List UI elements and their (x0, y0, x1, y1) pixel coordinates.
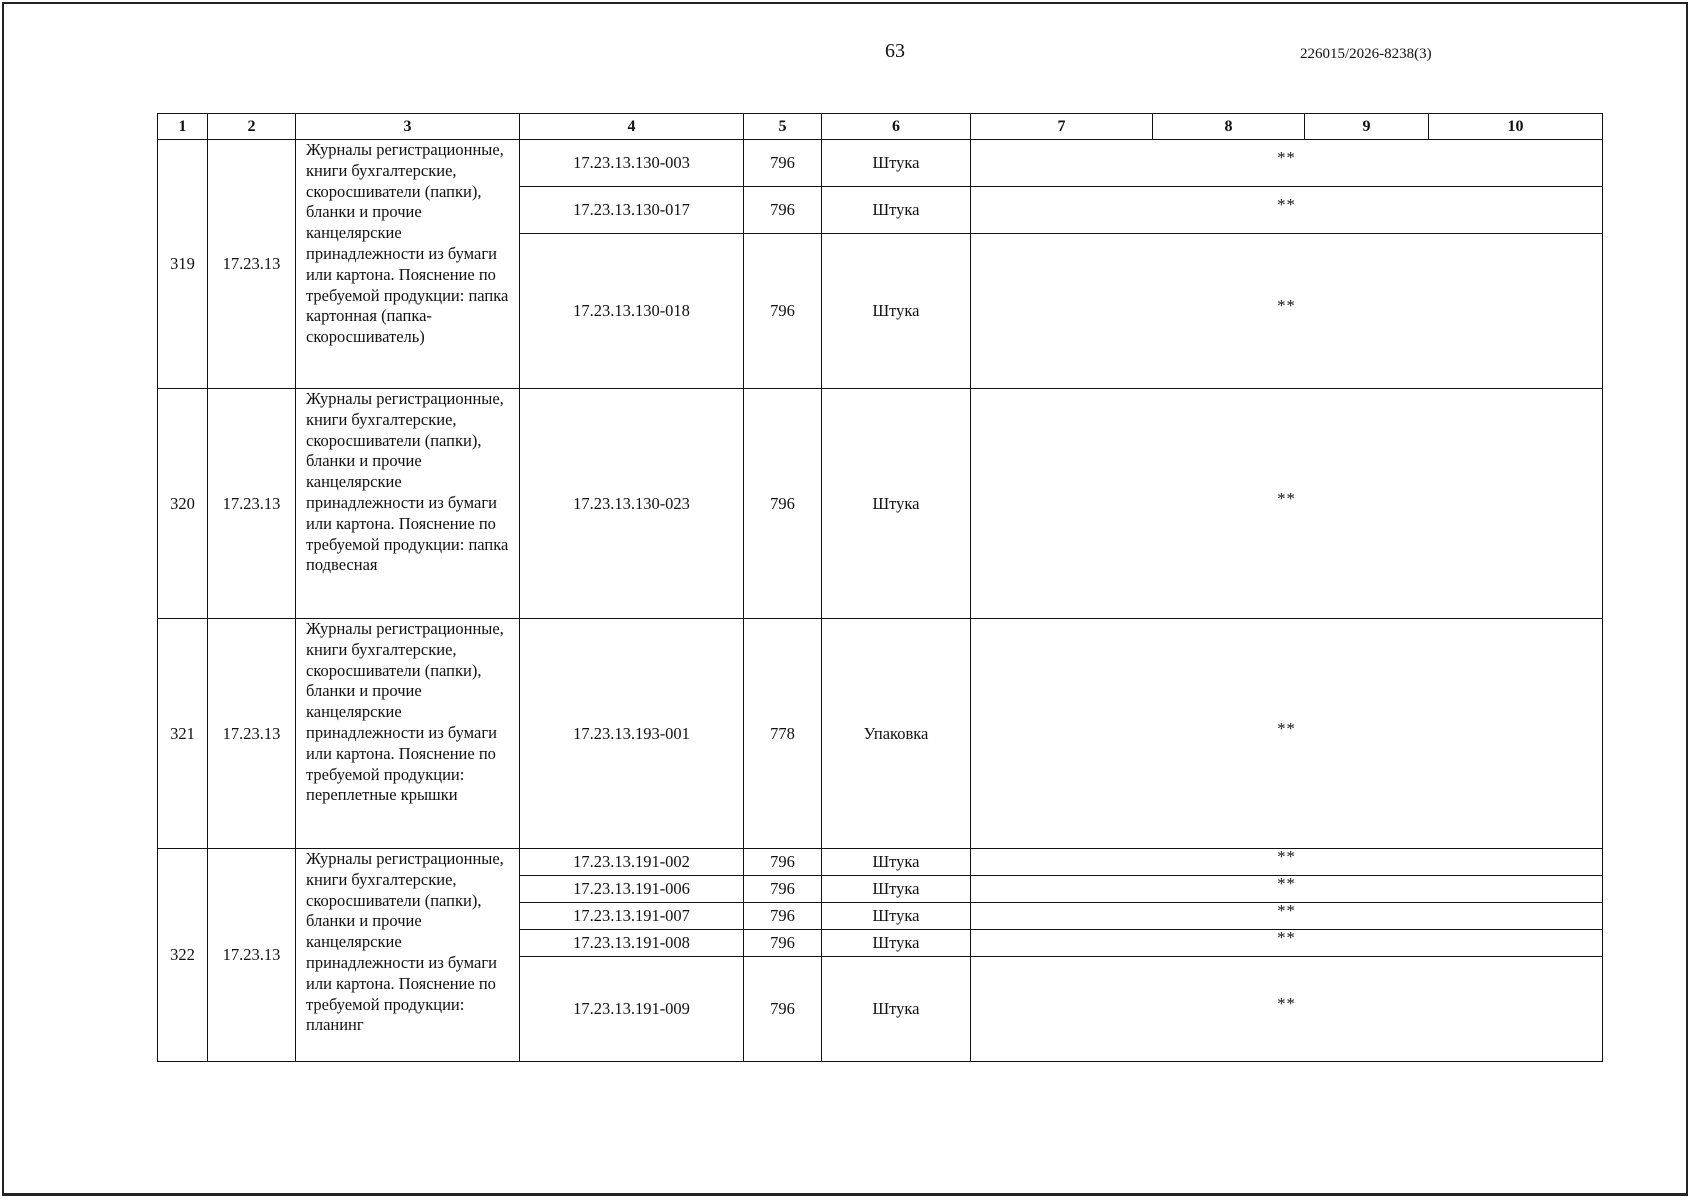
okei-code: 796 (744, 849, 822, 876)
unit-name: Штука (822, 957, 971, 1062)
row-number: 319 (158, 140, 208, 389)
okpd-code: 17.23.13.191-007 (520, 903, 744, 930)
col-header: 6 (822, 114, 971, 140)
okpd-code: 17.23.13.193-001 (520, 619, 744, 849)
table-row (158, 619, 1603, 849)
col-header: 5 (744, 114, 822, 140)
merged-value-cell (971, 876, 1603, 903)
okei-code: 796 (744, 389, 822, 619)
okei-code: 796 (744, 140, 822, 187)
item-description: Журналы регистрационные, книги бухгалтерские, скоросшиватели (папки), бланки и прочие канцелярские принадлежности из бумаги или картона. Пояснение по требуемой продукции: планинг (296, 849, 520, 1062)
row-number: 321 (158, 619, 208, 849)
col-header: 4 (520, 114, 744, 140)
merged-value-cell (971, 140, 1603, 187)
unit-name: Упаковка (822, 619, 971, 849)
merged-value-cell (971, 903, 1603, 930)
mark: ** (1277, 488, 1296, 508)
okpd-code: 17.23.13.130-023 (520, 389, 744, 619)
col-header: 1 (158, 114, 208, 140)
table-header-row (158, 114, 1603, 140)
col-header: 8 (1153, 114, 1305, 140)
col-header: 2 (208, 114, 296, 140)
page-number: 63 (885, 40, 905, 62)
mark: ** (1277, 928, 1296, 947)
unit-name: Штука (822, 876, 971, 903)
merged-value-cell (971, 234, 1603, 389)
okei-code: 796 (744, 903, 822, 930)
col-header: 7 (971, 114, 1153, 140)
okei-code: 778 (744, 619, 822, 849)
unit-name: Штука (822, 389, 971, 619)
okei-code: 796 (744, 187, 822, 234)
okei-code: 796 (744, 930, 822, 957)
group-code: 17.23.13 (208, 619, 296, 849)
okei-code: 796 (744, 957, 822, 1062)
document-id: 226015/2026-8238(3) (1300, 46, 1432, 62)
col-header: 3 (296, 114, 520, 140)
table-row (158, 849, 1603, 876)
mark: ** (1277, 901, 1296, 920)
unit-name: Штука (822, 140, 971, 187)
mark: ** (1277, 847, 1296, 866)
merged-value-cell (971, 187, 1603, 234)
okpd-code: 17.23.13.191-002 (520, 849, 744, 876)
unit-name: Штука (822, 234, 971, 389)
item-description: Журналы регистрационные, книги бухгалтерские, скоросшиватели (папки), бланки и прочие канцелярские принадлежности из бумаги или картона. Пояснение по требуемой продукции: папка подвесная (296, 389, 520, 619)
row-number: 320 (158, 389, 208, 619)
okpd-code: 17.23.13.191-009 (520, 957, 744, 1062)
okpd-code: 17.23.13.191-008 (520, 930, 744, 957)
mark: ** (1277, 994, 1296, 1013)
okei-code: 796 (744, 234, 822, 389)
row-number: 322 (158, 849, 208, 1062)
group-code: 17.23.13 (208, 140, 296, 389)
unit-name: Штука (822, 187, 971, 234)
mark: ** (1277, 718, 1296, 738)
okpd-code: 17.23.13.130-017 (520, 187, 744, 234)
mark: ** (1277, 195, 1296, 214)
table-row (158, 140, 1603, 187)
mark: ** (1277, 148, 1296, 167)
unit-name: Штука (822, 930, 971, 957)
item-description: Журналы регистрационные, книги бухгалтерские, скоросшиватели (папки), бланки и прочие канцелярские принадлежности из бумаги или картона. Пояснение по требуемой продукции: переплетные крышки (296, 619, 520, 849)
merged-value-cell (971, 619, 1603, 849)
unit-name: Штука (822, 849, 971, 876)
procurement-table (157, 113, 1603, 1062)
table-row (158, 389, 1603, 619)
okpd-code: 17.23.13.130-018 (520, 234, 744, 389)
merged-value-cell (971, 957, 1603, 1062)
okpd-code: 17.23.13.130-003 (520, 140, 744, 187)
merged-value-cell (971, 849, 1603, 876)
mark: ** (1277, 874, 1296, 893)
mark: ** (1277, 296, 1296, 315)
group-code: 17.23.13 (208, 389, 296, 619)
group-code: 17.23.13 (208, 849, 296, 1062)
item-description: Журналы регистрационные, книги бухгалтерские, скоросшиватели (папки), бланки и прочие канцелярские принадлежности из бумаги или картона. Пояснение по требуемой продукции: папка картонная (папка-скоросшиватель) (296, 140, 520, 389)
okpd-code: 17.23.13.191-006 (520, 876, 744, 903)
col-header: 10 (1429, 114, 1603, 140)
unit-name: Штука (822, 903, 971, 930)
col-header: 9 (1305, 114, 1429, 140)
merged-value-cell (971, 389, 1603, 619)
okei-code: 796 (744, 876, 822, 903)
merged-value-cell (971, 930, 1603, 957)
